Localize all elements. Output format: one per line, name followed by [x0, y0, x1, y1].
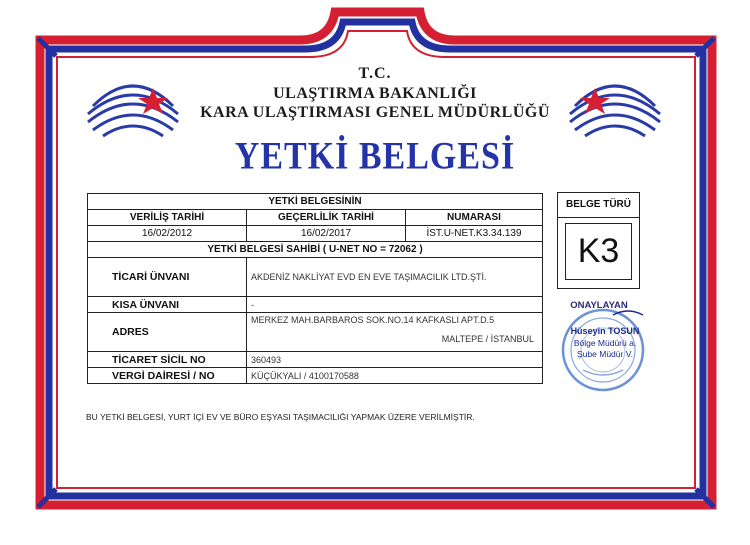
registry-value: 360493 [247, 352, 543, 368]
certificate-number: İST.U-NET.K3.34.139 [406, 226, 543, 242]
approver-title-2: Şube Müdür V. [577, 349, 633, 359]
certificate-type-label: BELGE TÜRÜ [558, 193, 639, 218]
registry-label: TİCARET SİCİL NO [88, 352, 247, 368]
document-title: YETKİ BELGESİ [234, 135, 516, 178]
col-valid-date-header: GEÇERLİLİK TARİHİ [247, 210, 406, 226]
tax-label: VERGİ DAİRESİ / NO [88, 368, 247, 384]
header-tc: T.C. [358, 65, 392, 82]
footer-note: BU YETKİ BELGESİ, YURT İÇİ EV VE BÜRO EŞYASI TAŞIMACILIĞI YAPMAK ÜZERE VERİLMİŞTİR. [86, 412, 475, 422]
trade-name-value: AKDENİZ NAKLİYAT EVD EN EVE TAŞIMACILIK LTD.ŞTİ. [247, 258, 543, 297]
address-label: ADRES [88, 313, 247, 352]
certificate-type-value: K3 [577, 232, 620, 270]
approval-label: ONAYLAYAN [570, 300, 628, 311]
tax-value: KÜÇÜKYALI / 4100170588 [247, 368, 543, 384]
approver-name: Hüseyin TOSUN [570, 326, 640, 336]
issue-date: 16/02/2012 [88, 226, 247, 242]
short-name-value: - [247, 297, 543, 313]
ministry-name: ULAŞTIRMA BAKANLIĞI [273, 85, 477, 102]
approver-title-1: Bölge Müdürü a. [573, 338, 637, 348]
directorate-name: KARA ULAŞTIRMASI GENEL MÜDÜRLÜĞÜ [200, 104, 550, 121]
address-line-1: MERKEZ MAH.BARBAROS SOK.NO.14 KAFKASLI APT.D.5 [251, 315, 495, 325]
address-line-2: MALTEPE / İSTANBUL [441, 334, 534, 344]
trade-name-label: TİCARİ ÜNVANI [88, 258, 247, 297]
address-value [247, 313, 543, 352]
certificate-type-box [557, 192, 640, 289]
certificate-type-inner [565, 223, 632, 280]
short-name-label: KISA ÜNVANI [88, 297, 247, 313]
col-issue-date-header: VERİLİŞ TARİHİ [88, 210, 247, 226]
col-number-header: NUMARASI [406, 210, 543, 226]
table-caption: YETKİ BELGESİNİN [88, 194, 543, 210]
valid-date: 16/02/2017 [247, 226, 406, 242]
owner-header: YETKİ BELGESİ SAHİBİ ( U-NET NO = 72062 ) [88, 242, 543, 258]
certificate-table [87, 193, 543, 384]
